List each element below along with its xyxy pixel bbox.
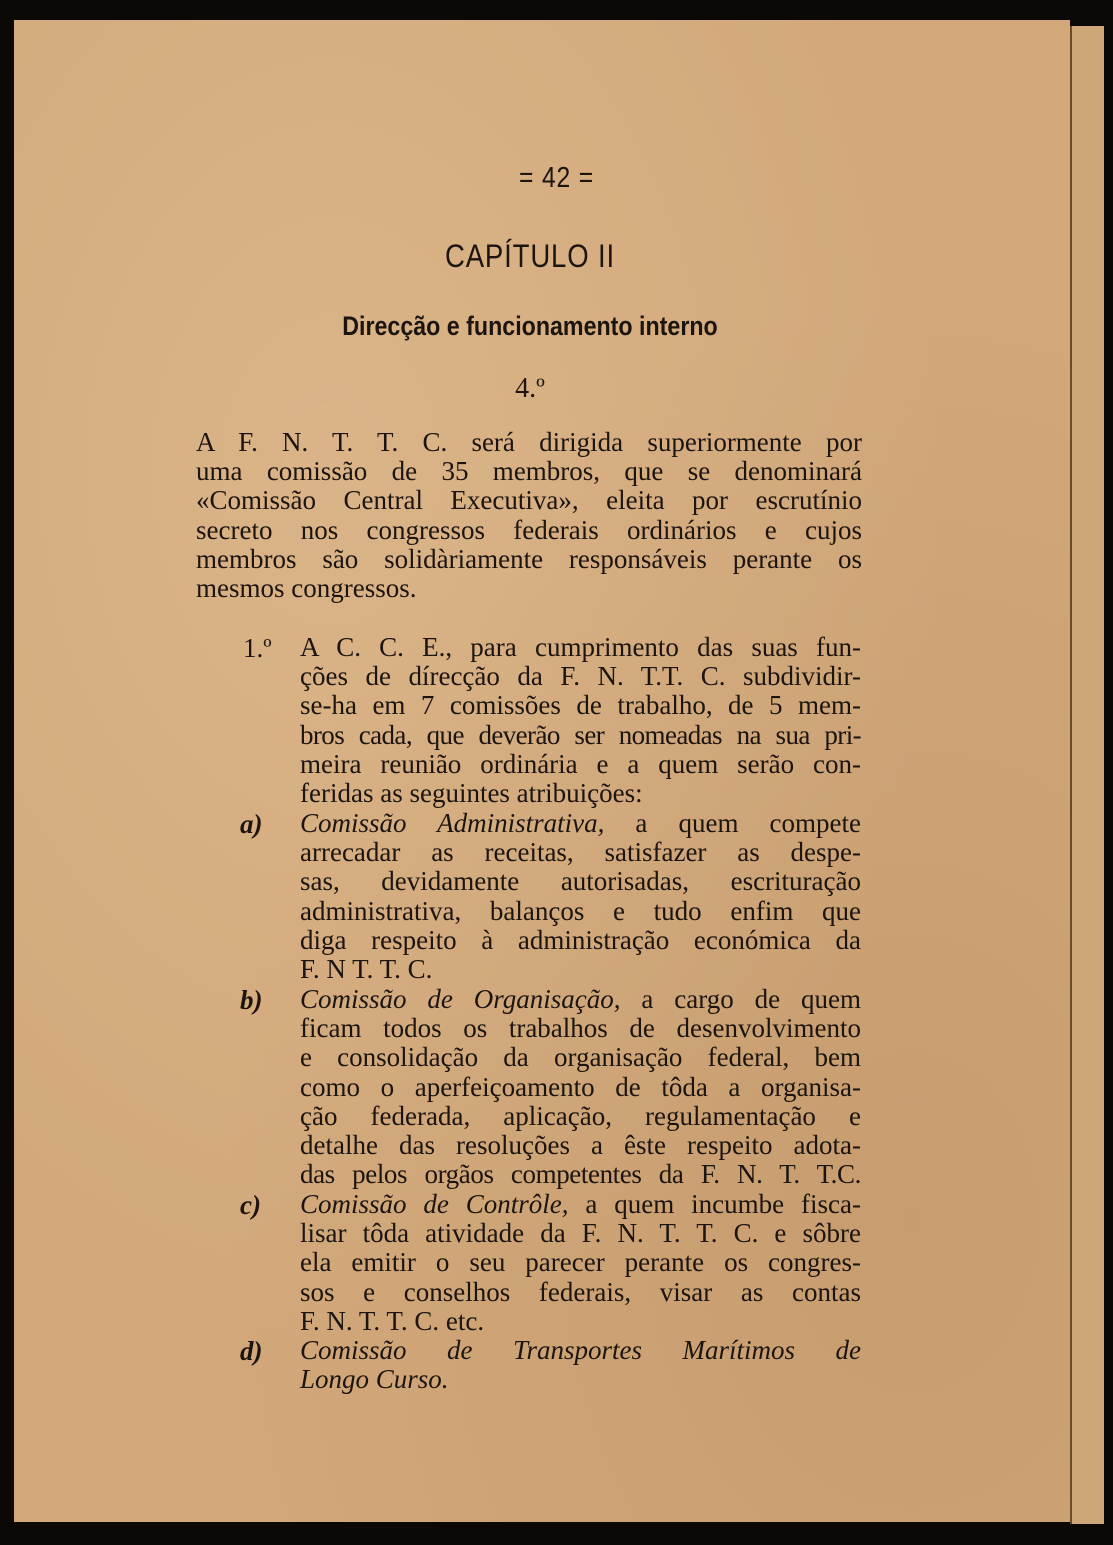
- intro-paragraph: [196, 428, 862, 603]
- item-a-marker: a): [240, 809, 263, 839]
- item-b-line: a cargo de quem: [620, 984, 861, 1014]
- item-a-first-line: [300, 809, 861, 838]
- article-number: 4.º: [515, 373, 545, 404]
- item-a-line: administrativa, balanços e tudo enfim que: [300, 895, 861, 926]
- page-number: = 42 =: [518, 162, 595, 194]
- item-b-line: e consolidação da organisação federal, bem: [300, 1042, 861, 1073]
- item-b-first-line: [300, 985, 861, 1014]
- chapter-title: CAPÍTULO II: [444, 238, 616, 274]
- item-a-body: [300, 809, 861, 984]
- intro-line: uma comissão de 35 membros, que se denominará: [196, 456, 862, 487]
- item-d-line: Comissão de Transportes Marítimos de: [300, 1335, 861, 1365]
- item-c-line: lisar tôda atividade da F. N. T. T. C. e sôbre: [300, 1218, 861, 1249]
- item-c-line: F. N. T. T. C. etc.: [300, 1305, 485, 1336]
- intro-line: secreto nos congressos federais ordinários e cujos: [196, 514, 862, 545]
- item-b-line: detalhe das resoluções a êste respeito adota-: [300, 1130, 861, 1161]
- item-1-body: [300, 633, 861, 808]
- item-c-line: sos e conselhos federais, visar as contas: [300, 1276, 861, 1307]
- item-a-title: Comissão Administrativa,: [300, 808, 605, 838]
- item-b-title: Comissão de Organisação,: [300, 984, 621, 1014]
- item-a-line: arrecadar as receitas, satisfazer as despe-: [300, 837, 861, 868]
- intro-line: «Comissão Central Executiva», eleita por escrutínio: [196, 485, 862, 516]
- item-1-line: se-ha em 7 comissões de trabalho, de 5 mem-: [300, 690, 861, 721]
- item-d-marker: d): [240, 1336, 263, 1366]
- item-b-body: [300, 985, 861, 1189]
- item-b-line: como o aperfeiçoamento de tôda a organisa-: [300, 1071, 861, 1102]
- item-d-body: [300, 1336, 861, 1394]
- item-a-line: sas, devidamente autorisadas, escrituração: [300, 866, 861, 897]
- item-1-marker: 1.º: [243, 633, 272, 663]
- item-1-line: feridas as seguintes atribuições:: [300, 778, 643, 809]
- item-a-line: a quem compete: [604, 808, 861, 838]
- item-1-line: ções de dírecção da F. N. T.T. C. subdividir-: [300, 661, 861, 692]
- item-c-body: [300, 1190, 861, 1336]
- section-title: Direcção e funcionamento interno: [342, 311, 718, 341]
- item-a-line: F. N T. T. C.: [300, 954, 433, 985]
- intro-line: A F. N. T. T. C. será dirigida superiormente por: [196, 427, 862, 457]
- item-1-line: meira reunião ordinária e a quem serão con-: [300, 748, 861, 779]
- item-b-marker: b): [240, 985, 263, 1015]
- item-c-title: Comissão de Contrôle,: [300, 1189, 569, 1219]
- item-a-line: diga respeito à administração económica da: [300, 924, 861, 955]
- facing-page-edge: [1070, 26, 1108, 1524]
- item-1-line: A C. C. E., para cumprimento das suas fun-: [300, 632, 861, 662]
- item-c-first-line: [300, 1190, 861, 1219]
- item-c-line: a quem incumbe fisca-: [568, 1189, 861, 1219]
- item-d-line: Longo Curso.: [300, 1364, 449, 1395]
- intro-line: membros são solidàriamente responsáveis perante os: [196, 543, 862, 574]
- intro-line: mesmos congressos.: [196, 573, 417, 604]
- scan-border: [1104, 0, 1113, 1545]
- item-c-line: ela emitir o seu parecer perante os congres-: [300, 1247, 861, 1278]
- item-b-line: das pelos orgãos competentes da F. N. T. T.C.: [300, 1159, 861, 1190]
- item-b-line: ficam todos os trabalhos de desenvolvimento: [300, 1013, 861, 1044]
- item-c-marker: c): [240, 1190, 261, 1220]
- item-b-line: ção federada, aplicação, regulamentação e: [300, 1100, 861, 1131]
- item-1-line: bros cada, que deverão ser nomeadas na sua pri-: [300, 719, 861, 750]
